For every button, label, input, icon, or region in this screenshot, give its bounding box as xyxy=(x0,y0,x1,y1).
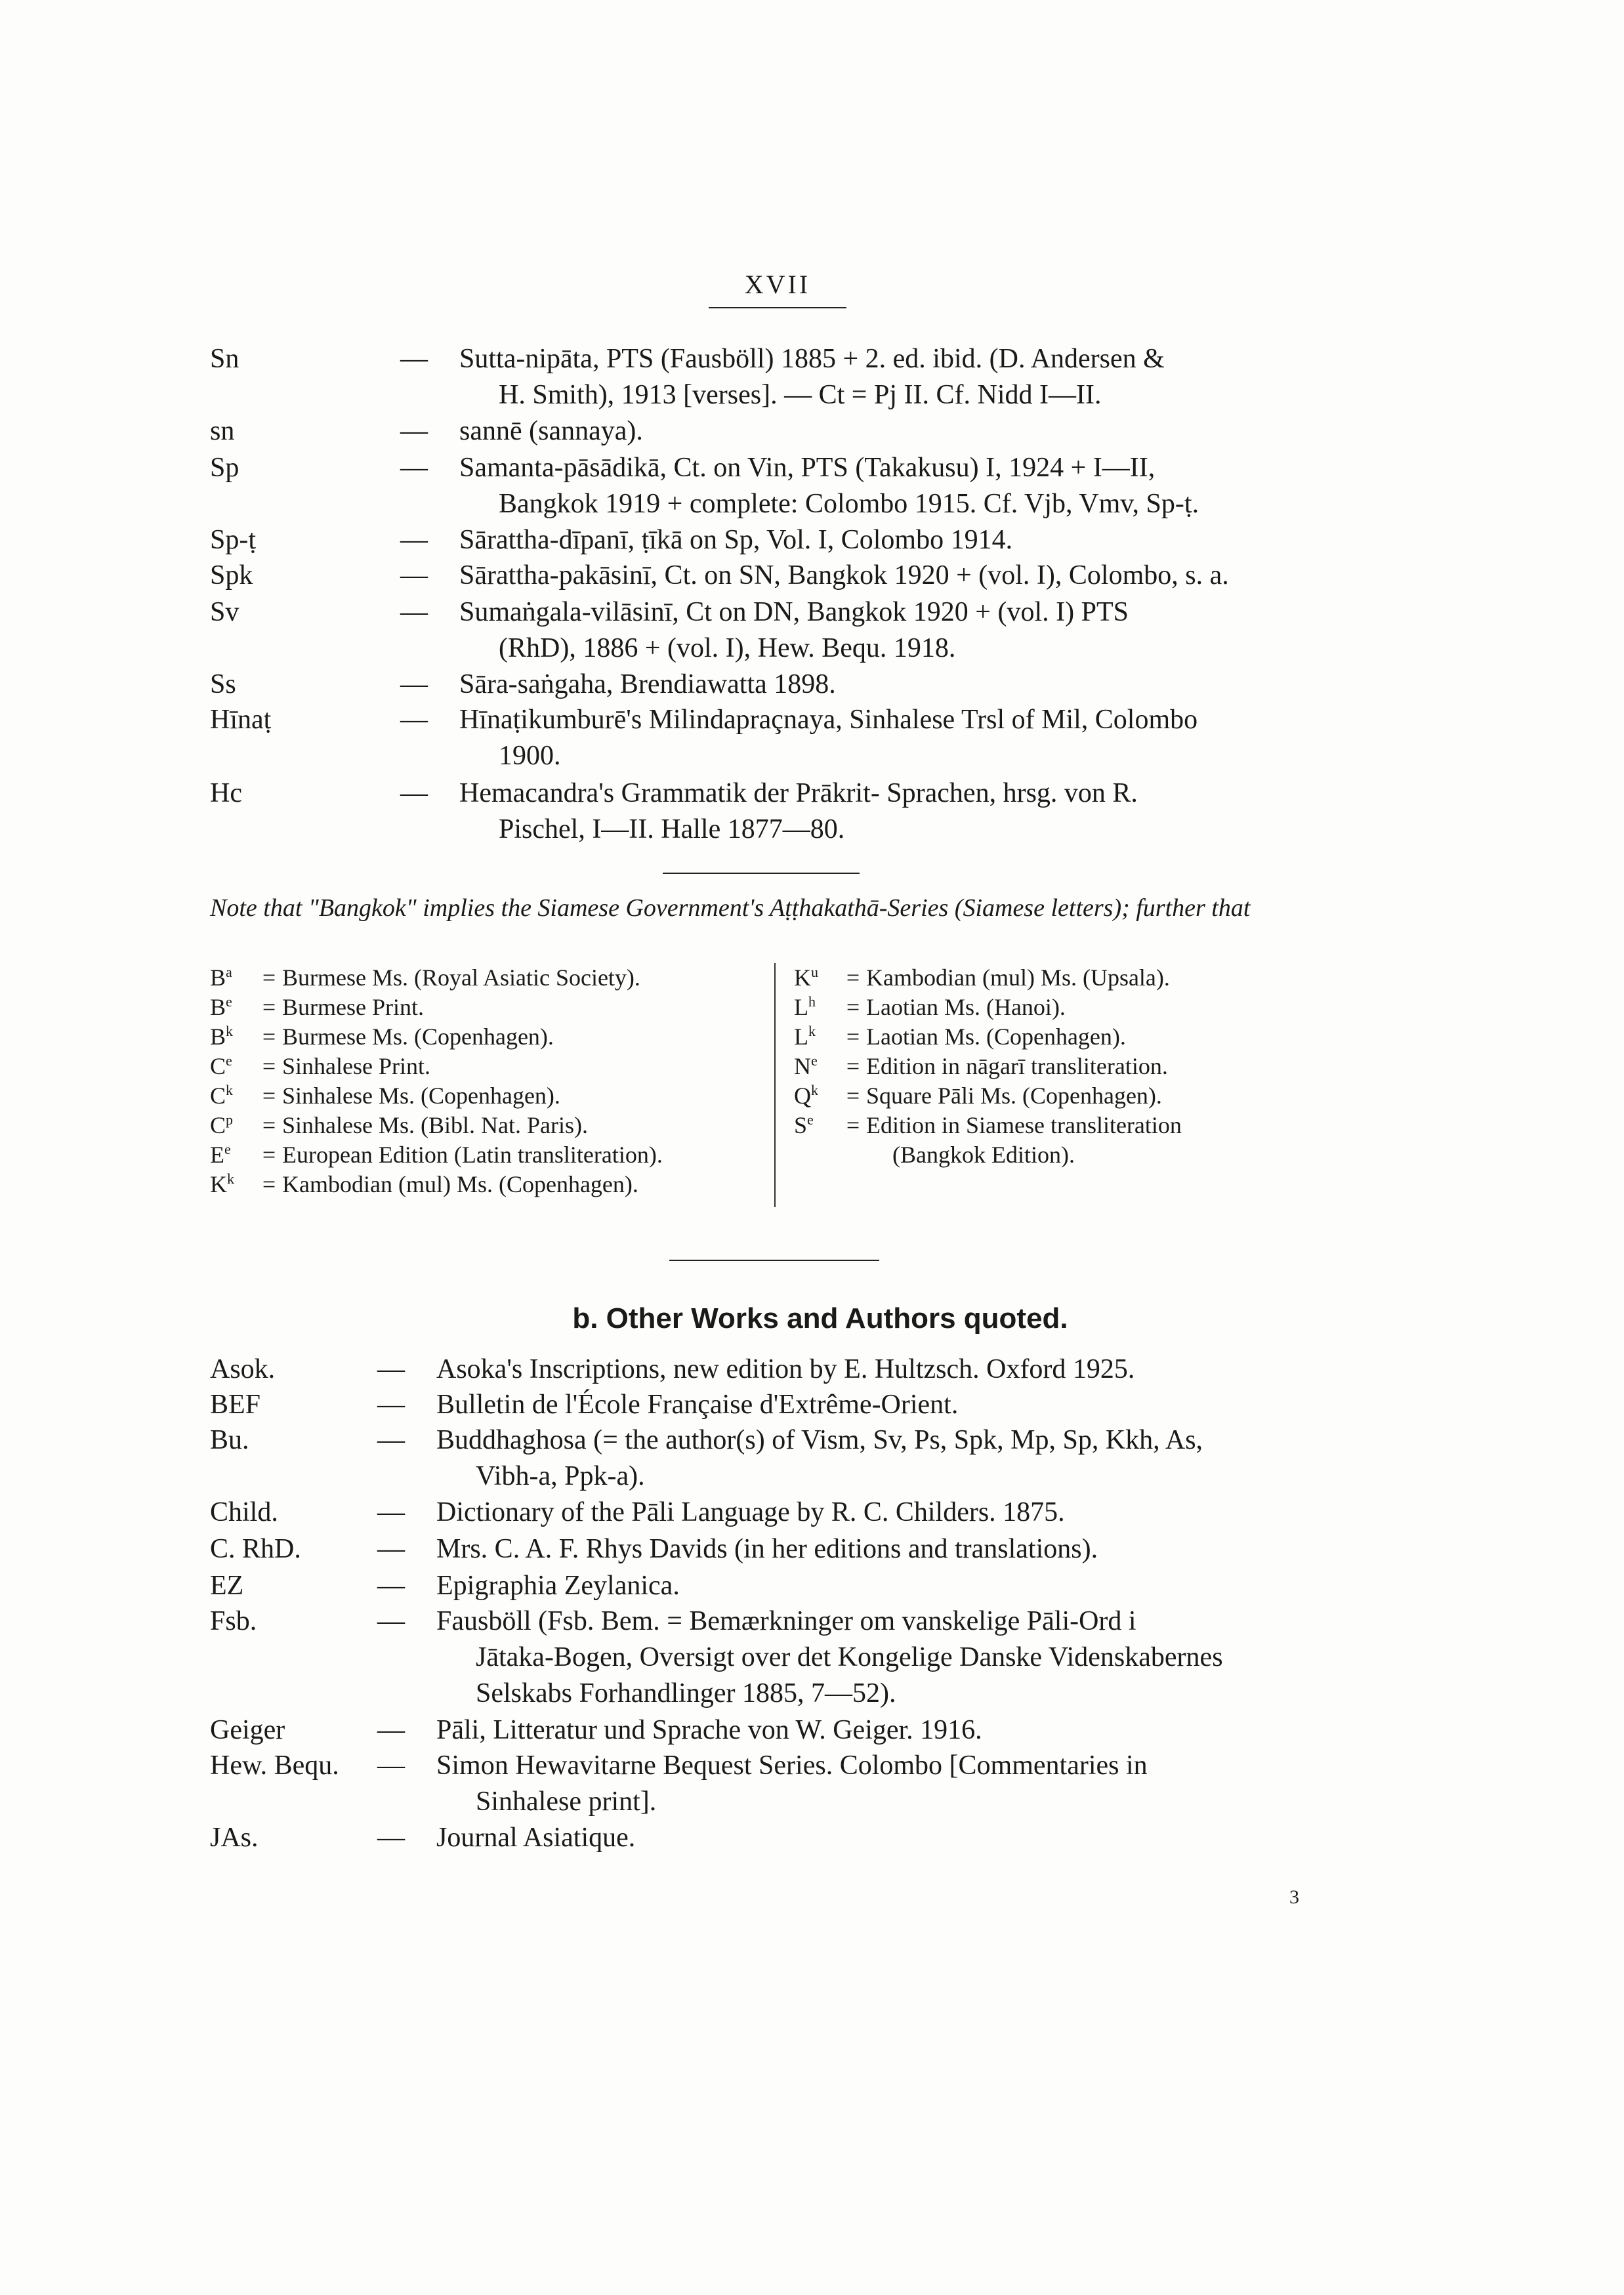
siglum-description: Sinhalese Ms. (Bibl. Nat. Paris). xyxy=(282,1112,588,1138)
siglum-code xyxy=(210,1140,256,1170)
entry-abbreviation: Sp-ṭ xyxy=(210,525,257,555)
siglum-code xyxy=(210,1081,256,1111)
entry-abbreviation: Sv xyxy=(210,597,239,627)
entry-description xyxy=(436,1748,1562,1820)
siglum-row xyxy=(210,963,663,993)
siglum-base: N xyxy=(794,1053,811,1079)
description-line: Sārattha-pakāsinī, Ct. on SN, Bangkok 1920 + (vol. I), Colombo, s. a. xyxy=(459,560,1229,590)
siglum-base: C xyxy=(210,1112,226,1138)
siglum-superscript: e xyxy=(811,1052,818,1069)
entry-description xyxy=(436,1495,1562,1531)
equals-sign: = xyxy=(846,994,860,1020)
description-line: Dictionary of the Pāli Language by R. C. Childers. 1875. xyxy=(436,1497,1065,1527)
siglum-code xyxy=(210,1052,256,1081)
entry-description xyxy=(436,1531,1562,1567)
entry-description xyxy=(459,594,1562,667)
siglum-superscript: u xyxy=(811,964,818,980)
equals-sign: = xyxy=(846,1083,860,1109)
entry-dash: — xyxy=(377,1750,405,1781)
siglum-code xyxy=(210,1111,256,1140)
siglum-base: L xyxy=(794,1023,808,1050)
siglum-base: B xyxy=(210,994,226,1020)
entry-dash: — xyxy=(400,669,428,699)
entry-description xyxy=(436,1568,1562,1604)
siglum-description: Kambodian (mul) Ms. (Upsala). xyxy=(866,964,1170,991)
siglum-description: Edition in nāgarī transliteration. xyxy=(866,1053,1168,1079)
siglum-row xyxy=(210,993,663,1022)
siglum-row xyxy=(210,1022,663,1052)
siglum-base: K xyxy=(210,1171,227,1197)
entry-dash: — xyxy=(377,1571,405,1601)
siglum-row xyxy=(794,1140,1182,1170)
siglum-description: Burmese Ms. (Royal Asiatic Society). xyxy=(282,964,640,991)
entry-dash: — xyxy=(377,1534,405,1564)
siglum-description: Laotian Ms. (Copenhagen). xyxy=(866,1023,1126,1050)
siglum-row xyxy=(210,1111,663,1140)
entry-abbreviation: Hīnaṭ xyxy=(210,705,272,735)
siglum-code xyxy=(794,1052,840,1081)
page-number: XVII xyxy=(744,270,811,299)
description-line: Journal Asiatique. xyxy=(436,1823,636,1853)
siglum-description: Kambodian (mul) Ms. (Copenhagen). xyxy=(282,1171,638,1197)
description-line: Fausböll (Fsb. Bem. = Bemærkninger om vanskelige Pāli-Ord i xyxy=(436,1606,1136,1636)
entry-abbreviation: Asok. xyxy=(210,1354,276,1384)
entry-description xyxy=(459,702,1562,774)
entry-description xyxy=(459,450,1562,522)
description-line: Bulletin de l'École Française d'Extrême-Orient. xyxy=(436,1390,959,1420)
siglum-superscript: k xyxy=(227,1170,234,1187)
siglum-superscript: p xyxy=(226,1111,234,1128)
siglum-description: Edition in Siamese transliteration xyxy=(866,1112,1182,1138)
section-rule xyxy=(669,1260,879,1261)
siglum-code xyxy=(794,1081,840,1111)
siglum-row xyxy=(794,1022,1182,1052)
equals-sign: = xyxy=(846,964,860,991)
entry-abbreviation: Geiger xyxy=(210,1715,285,1745)
description-line: Sutta-nipāta, PTS (Fausböll) 1885 + 2. ed. ibid. (D. Andersen & xyxy=(459,344,1165,374)
entry-dash: — xyxy=(400,778,428,808)
siglum-row xyxy=(794,1081,1182,1111)
description-line: Asoka's Inscriptions, new edition by E. Hultzsch. Oxford 1925. xyxy=(436,1354,1135,1384)
siglum-superscript: k xyxy=(226,1082,234,1098)
entry-dash: — xyxy=(400,560,428,590)
description-line: Pischel, I—II. Halle 1877—80. xyxy=(499,814,845,844)
entry-dash: — xyxy=(400,453,428,483)
description-line: Sumaṅgala-vilāsinī, Ct on DN, Bangkok 1920 + (vol. I) PTS xyxy=(459,597,1129,627)
siglum-description: European Edition (Latin transliteration). xyxy=(282,1142,663,1168)
siglum-base: K xyxy=(794,964,811,991)
entry-dash: — xyxy=(400,705,428,735)
entry-description xyxy=(459,413,1562,449)
divider-rule xyxy=(663,873,860,874)
siglum-superscript: k xyxy=(226,1023,234,1039)
description-line: sannē (sannaya). xyxy=(459,416,643,446)
siglum-row xyxy=(794,1111,1182,1140)
siglum-row xyxy=(210,1052,663,1081)
equals-sign: = xyxy=(262,1023,276,1050)
description-line: Pāli, Litteratur und Sprache von W. Geiger. 1916. xyxy=(436,1715,982,1745)
page-number-rule xyxy=(709,307,846,308)
description-line: Mrs. C. A. F. Rhys Davids (in her editions and translations). xyxy=(436,1534,1098,1564)
description-line: Sāra-saṅgaha, Brendiawatta 1898. xyxy=(459,669,836,699)
siglum-description: Sinhalese Ms. (Copenhagen). xyxy=(282,1083,560,1109)
siglum-code xyxy=(210,1022,256,1052)
entry-description xyxy=(436,1422,1562,1495)
entry-description xyxy=(436,1352,1562,1388)
entry-description xyxy=(459,341,1562,413)
siglum-superscript: k xyxy=(811,1082,818,1098)
description-line: Simon Hewavitarne Bequest Series. Colombo [Commentaries in xyxy=(436,1750,1148,1781)
description-line: Buddhaghosa (= the author(s) of Vism, Sv, Ps, Spk, Mp, Sp, Kkh, As, xyxy=(436,1425,1203,1455)
entry-dash: — xyxy=(400,597,428,627)
entry-abbreviation: BEF xyxy=(210,1390,261,1420)
description-line: Bangkok 1919 + complete: Colombo 1915. Cf. Vjb, Vmv, Sp-ṭ. xyxy=(499,489,1199,519)
description-line: Samanta-pāsādikā, Ct. on Vin, PTS (Takakusu) I, 1924 + I—II, xyxy=(459,453,1156,483)
siglum-superscript: e xyxy=(807,1111,814,1128)
siglum-base: C xyxy=(210,1083,226,1109)
description-line: Jātaka-Bogen, Oversigt over det Kongelige Danske Videnskabernes xyxy=(476,1642,1223,1672)
siglum-description: Burmese Ms. (Copenhagen). xyxy=(282,1023,554,1050)
entry-dash: — xyxy=(377,1823,405,1853)
description-line: Sinhalese print]. xyxy=(476,1787,657,1817)
entry-abbreviation: Hew. Bequ. xyxy=(210,1750,339,1781)
entry-abbreviation: Child. xyxy=(210,1497,278,1527)
equals-sign: = xyxy=(262,1171,276,1197)
entry-description xyxy=(459,775,1562,848)
siglum-base: L xyxy=(794,994,808,1020)
entry-description xyxy=(459,667,1562,703)
siglum-superscript: h xyxy=(808,993,816,1010)
siglum-description: Square Pāli Ms. (Copenhagen). xyxy=(866,1083,1162,1109)
siglum-base: Q xyxy=(794,1083,811,1109)
siglum-code xyxy=(794,1111,840,1140)
siglum-description: (Bangkok Edition). xyxy=(892,1142,1075,1168)
equals-sign: = xyxy=(262,1083,276,1109)
entry-abbreviation: Spk xyxy=(210,560,253,590)
entry-dash: — xyxy=(377,1390,405,1420)
description-line: H. Smith), 1913 [verses]. — Ct = Pj II. Cf. Nidd I—II. xyxy=(499,380,1102,410)
siglum-superscript: k xyxy=(808,1023,816,1039)
siglum-superscript: a xyxy=(226,964,232,980)
entry-abbreviation: JAs. xyxy=(210,1823,259,1853)
equals-sign: = xyxy=(262,1142,276,1168)
entry-dash: — xyxy=(377,1354,405,1384)
entry-dash: — xyxy=(400,344,428,374)
siglum-row xyxy=(210,1140,663,1170)
entry-description xyxy=(436,1820,1562,1856)
siglum-description: Laotian Ms. (Hanoi). xyxy=(866,994,1066,1020)
entry-dash: — xyxy=(377,1497,405,1527)
siglum-base: E xyxy=(210,1142,224,1168)
entry-dash: — xyxy=(400,525,428,555)
siglum-base: S xyxy=(794,1112,808,1138)
description-line: Sārattha-dīpanī, ṭīkā on Sp, Vol. I, Colombo 1914. xyxy=(459,525,1013,555)
entry-dash: — xyxy=(377,1606,405,1636)
siglum-base: B xyxy=(210,964,226,991)
siglum-row xyxy=(794,1052,1182,1081)
equals-sign: = xyxy=(846,1023,860,1050)
entry-abbreviation: Fsb. xyxy=(210,1606,257,1636)
description-line: Epigraphia Zeylanica. xyxy=(436,1571,680,1601)
entry-description xyxy=(459,522,1562,558)
entry-dash: — xyxy=(400,416,428,446)
description-line: (RhD), 1886 + (vol. I), Hew. Bequ. 1918. xyxy=(499,633,956,663)
equals-sign: = xyxy=(846,1053,860,1079)
description-line: Hemacandra's Grammatik der Prākrit- Sprachen, hrsg. von R. xyxy=(459,778,1138,808)
siglum-superscript: e xyxy=(224,1141,231,1157)
siglum-description: Burmese Print. xyxy=(282,994,424,1020)
equals-sign: = xyxy=(262,1053,276,1079)
sigla-left-column xyxy=(210,963,663,1199)
siglum-description: Sinhalese Print. xyxy=(282,1053,430,1079)
entry-abbreviation: EZ xyxy=(210,1571,244,1601)
siglum-code xyxy=(210,1170,256,1199)
entry-description xyxy=(436,1712,1562,1748)
description-line: 1900. xyxy=(499,741,561,771)
entry-description xyxy=(436,1603,1562,1712)
entry-abbreviation: Hc xyxy=(210,778,242,808)
equals-sign: = xyxy=(846,1112,860,1138)
siglum-row xyxy=(794,993,1182,1022)
equals-sign: = xyxy=(262,964,276,991)
siglum-row xyxy=(794,963,1182,993)
entry-abbreviation: Sp xyxy=(210,453,239,483)
sigla-right-column xyxy=(794,963,1182,1170)
entry-description xyxy=(436,1387,1562,1423)
entry-abbreviation: sn xyxy=(210,416,235,446)
description-line: Vibh-a, Ppk-a). xyxy=(476,1461,645,1491)
siglum-superscript: e xyxy=(226,993,232,1010)
siglum-superscript: e xyxy=(226,1052,232,1069)
entry-abbreviation: C. RhD. xyxy=(210,1534,301,1564)
description-line: Selskabs Forhandlinger 1885, 7—52). xyxy=(476,1678,896,1708)
bangkok-note: Note that "Bangkok" implies the Siamese Government's Aṭṭhakathā-Series (Siamese letters); further that xyxy=(210,894,1251,922)
description-line: Hīnaṭikumburē's Milindapraçnaya, Sinhalese Trsl of Mil, Colombo xyxy=(459,705,1198,735)
entry-dash: — xyxy=(377,1425,405,1455)
equals-sign: = xyxy=(262,1112,276,1138)
entry-abbreviation: Ss xyxy=(210,669,236,699)
siglum-code xyxy=(794,1022,840,1052)
siglum-code xyxy=(794,993,840,1022)
entry-abbreviation: Bu. xyxy=(210,1425,249,1455)
siglum-row xyxy=(210,1170,663,1199)
siglum-base: C xyxy=(210,1053,226,1079)
equals-sign: = xyxy=(262,994,276,1020)
siglum-row xyxy=(210,1081,663,1111)
section-heading: b. Other Works and Authors quoted. xyxy=(572,1302,1068,1334)
entry-description xyxy=(459,558,1562,594)
entry-abbreviation: Sn xyxy=(210,344,239,374)
siglum-code xyxy=(210,963,256,993)
siglum-code xyxy=(210,993,256,1022)
signature-mark: 3 xyxy=(1289,1886,1299,1908)
sigla-column-divider xyxy=(774,963,776,1207)
siglum-code xyxy=(794,963,840,993)
siglum-base: B xyxy=(210,1023,226,1050)
entry-dash: — xyxy=(377,1715,405,1745)
